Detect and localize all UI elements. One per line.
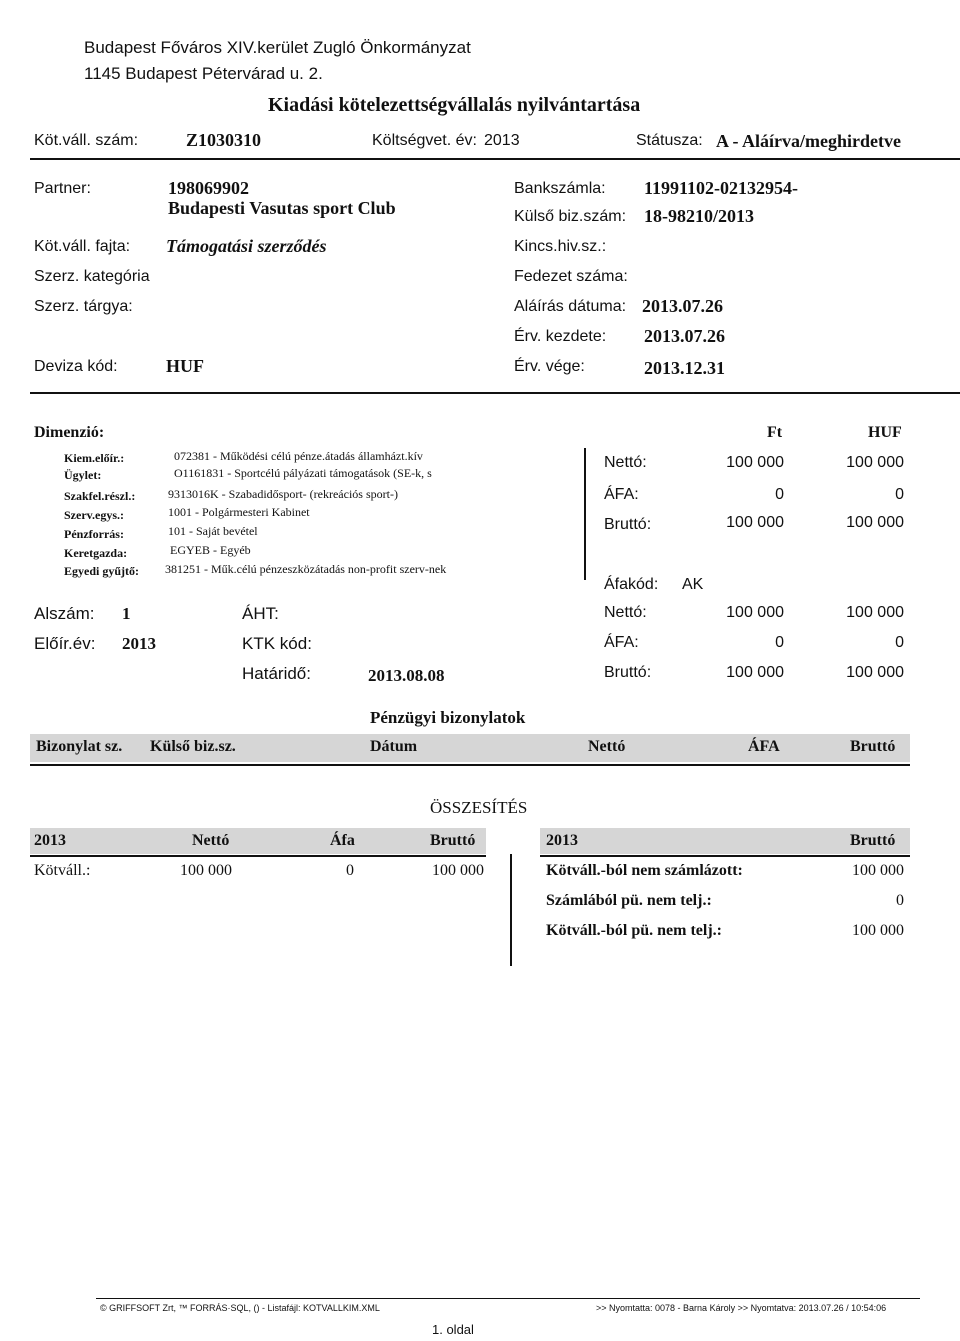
col-huf-header: HUF bbox=[868, 424, 902, 441]
aht-label: ÁHT: bbox=[242, 604, 279, 623]
sum-right-label: Kötváll.-ból pü. nem telj.: bbox=[546, 922, 722, 939]
col-ft-header: Ft bbox=[767, 424, 783, 441]
alszam-value: 1 bbox=[122, 604, 131, 623]
kulso-value: 18-98210/2013 bbox=[644, 206, 754, 226]
eloir-label: Előír.év: bbox=[34, 634, 96, 653]
brutto-label: Bruttó: bbox=[604, 516, 652, 533]
osszesites-title: ÖSSZESÍTÉS bbox=[430, 798, 528, 817]
netto-ft: 100 000 bbox=[726, 454, 784, 471]
sum-right-label: Számlából pü. nem telj.: bbox=[546, 892, 712, 909]
bankszamla-label: Bankszámla: bbox=[514, 180, 606, 197]
sum-kotvall-afa: 0 bbox=[346, 862, 354, 879]
afa-ft: 0 bbox=[775, 486, 784, 503]
fajta-value: Támogatási szerződés bbox=[166, 236, 327, 256]
sum-left-year: 2013 bbox=[34, 832, 66, 849]
col-datum: Dátum bbox=[370, 738, 418, 755]
partner-id: 198069902 bbox=[168, 178, 249, 198]
alszam-afa-huf: 0 bbox=[895, 634, 904, 651]
sum-right-value: 100 000 bbox=[852, 922, 904, 939]
bizonylatok-rule bbox=[30, 764, 910, 766]
alszam-afa-label: ÁFA: bbox=[604, 634, 639, 651]
col-netto: Nettó bbox=[588, 738, 626, 755]
dim-label: Szerv.egys.: bbox=[64, 508, 124, 522]
col-bizonylat: Bizonylat sz. bbox=[36, 738, 123, 755]
status-label: Státusza: bbox=[636, 132, 703, 149]
erv-vege-label: Érv. vége: bbox=[514, 358, 585, 375]
footer-left: © GRIFFSOFT Zrt, ™ FORRÁS·SQL, () - Listafájl: KOTVALLKIM.XML bbox=[100, 1303, 380, 1313]
partner-label: Partner: bbox=[34, 180, 91, 197]
dim-label: Keretgazda: bbox=[64, 546, 128, 560]
dim-value: 381251 - Műk.célú pénzeszközátadás non-profit szerv-nek bbox=[165, 562, 447, 576]
top-divider bbox=[30, 158, 960, 160]
bankszamla-value: 11991102-02132954- bbox=[644, 178, 799, 198]
kincs-label: Kincs.hiv.sz.: bbox=[514, 238, 607, 255]
sum-kotvall-label: Kötváll.: bbox=[34, 862, 91, 879]
page-title: Kiadási kötelezettségvállalás nyilvántartása bbox=[268, 94, 641, 116]
alszam-brutto-ft: 100 000 bbox=[726, 664, 784, 681]
alszam-afa-ft: 0 bbox=[775, 634, 784, 651]
koltsegvet-label: Költségvet. év: bbox=[372, 132, 477, 149]
dim-label: Kiem.előír.: bbox=[64, 451, 125, 465]
dim-value: 101 - Saját bevétel bbox=[168, 524, 258, 538]
afa-huf: 0 bbox=[895, 486, 904, 503]
brutto-ft: 100 000 bbox=[726, 514, 784, 531]
fedezet-label: Fedezet száma: bbox=[514, 268, 628, 285]
alszam-brutto-huf: 100 000 bbox=[846, 664, 904, 681]
col-afa: ÁFA bbox=[748, 738, 780, 755]
sum-kotvall-brutto: 100 000 bbox=[432, 862, 484, 879]
sum-left-afa: Áfa bbox=[330, 832, 355, 849]
page-number: 1. oldal bbox=[432, 1322, 474, 1337]
footer-rule bbox=[96, 1298, 920, 1299]
dim-label: Egyedi gyűjtő: bbox=[64, 564, 139, 578]
sum-left-rule bbox=[30, 855, 486, 857]
dim-value: 072381 - Működési célú pénze.átadás államházt.kív bbox=[174, 449, 423, 463]
erv-vege-value: 2013.12.31 bbox=[644, 358, 725, 378]
dim-label: Pénzforrás: bbox=[64, 527, 124, 541]
sum-right-value: 0 bbox=[896, 892, 904, 909]
alszam-brutto-label: Bruttó: bbox=[604, 664, 652, 681]
partner-name: Budapesti Vasutas sport Club bbox=[168, 198, 396, 218]
sum-kotvall-netto: 100 000 bbox=[180, 862, 232, 879]
dimenzio-title: Dimenzió: bbox=[34, 424, 105, 441]
sum-right-label: Kötváll.-ból nem számlázott: bbox=[546, 862, 743, 879]
partner-divider bbox=[30, 392, 960, 394]
status-value: A - Aláírva/meghirdetve bbox=[716, 131, 901, 151]
afakod-value: AK bbox=[682, 576, 704, 593]
dim-value: 9313016K - Szabadidősport- (rekreációs sport-) bbox=[168, 487, 398, 501]
col-kulso: Külső biz.sz. bbox=[150, 738, 236, 755]
sum-right-year: 2013 bbox=[546, 832, 578, 849]
org-address: 1145 Budapest Pétervárad u. 2. bbox=[84, 64, 323, 83]
bizonylatok-title: Pénzügyi bizonylatok bbox=[370, 708, 526, 727]
kotvall-value: Z1030310 bbox=[186, 130, 262, 150]
netto-huf: 100 000 bbox=[846, 454, 904, 471]
sum-right-value: 100 000 bbox=[852, 862, 904, 879]
deviza-label: Deviza kód: bbox=[34, 358, 118, 375]
dimenzio-separator bbox=[584, 448, 586, 580]
targya-label: Szerz. tárgya: bbox=[34, 298, 133, 315]
fajta-label: Köt.váll. fajta: bbox=[34, 238, 131, 255]
erv-kezdete-value: 2013.07.26 bbox=[644, 326, 725, 346]
hatarido-label: Határidő: bbox=[242, 664, 311, 683]
brutto-huf: 100 000 bbox=[846, 514, 904, 531]
dim-value: O1161831 - Sportcélú pályázati támogatások (SE-k, s bbox=[174, 466, 432, 480]
kotvall-label: Köt.váll. szám: bbox=[34, 132, 139, 149]
summary-left-header-bg bbox=[30, 828, 486, 854]
alszam-label: Alszám: bbox=[34, 604, 95, 623]
alszam-netto-huf: 100 000 bbox=[846, 604, 904, 621]
alairas-value: 2013.07.26 bbox=[642, 296, 723, 316]
kulso-label: Külső biz.szám: bbox=[514, 208, 627, 225]
dim-label: Szakfel.részl.: bbox=[64, 489, 136, 503]
alszam-netto-ft: 100 000 bbox=[726, 604, 784, 621]
eloir-value: 2013 bbox=[122, 634, 156, 653]
kategoria-label: Szerz. kategória bbox=[34, 268, 150, 285]
summary-separator bbox=[510, 854, 512, 966]
org-name: Budapest Főváros XIV.kerület Zugló Önkormányzat bbox=[84, 38, 471, 57]
col-brutto: Bruttó bbox=[850, 738, 896, 755]
hatarido-value: 2013.08.08 bbox=[368, 666, 445, 685]
sum-right-rule bbox=[540, 855, 910, 857]
erv-kezdete-label: Érv. kezdete: bbox=[514, 328, 607, 345]
alairas-label: Aláírás dátuma: bbox=[514, 298, 627, 315]
deviza-value: HUF bbox=[166, 356, 204, 376]
dim-value: EGYEB - Egyéb bbox=[170, 543, 251, 557]
ktk-label: KTK kód: bbox=[242, 634, 312, 653]
sum-left-brutto: Bruttó bbox=[430, 832, 476, 849]
koltsegvet-value: 2013 bbox=[484, 132, 520, 149]
sum-left-netto: Nettó bbox=[192, 832, 230, 849]
sum-right-brutto: Bruttó bbox=[850, 832, 896, 849]
afakod-label: Áfakód: bbox=[604, 576, 659, 593]
footer-right: >> Nyomtatta: 0078 - Barna Károly >> Nyomtatva: 2013.07.26 / 10:54:06 bbox=[596, 1303, 887, 1313]
afa-label: ÁFA: bbox=[604, 486, 639, 503]
alszam-netto-label: Nettó: bbox=[604, 604, 647, 621]
netto-label: Nettó: bbox=[604, 454, 647, 471]
dim-label: Ügylet: bbox=[64, 468, 102, 482]
dim-value: 1001 - Polgármesteri Kabinet bbox=[168, 505, 310, 519]
